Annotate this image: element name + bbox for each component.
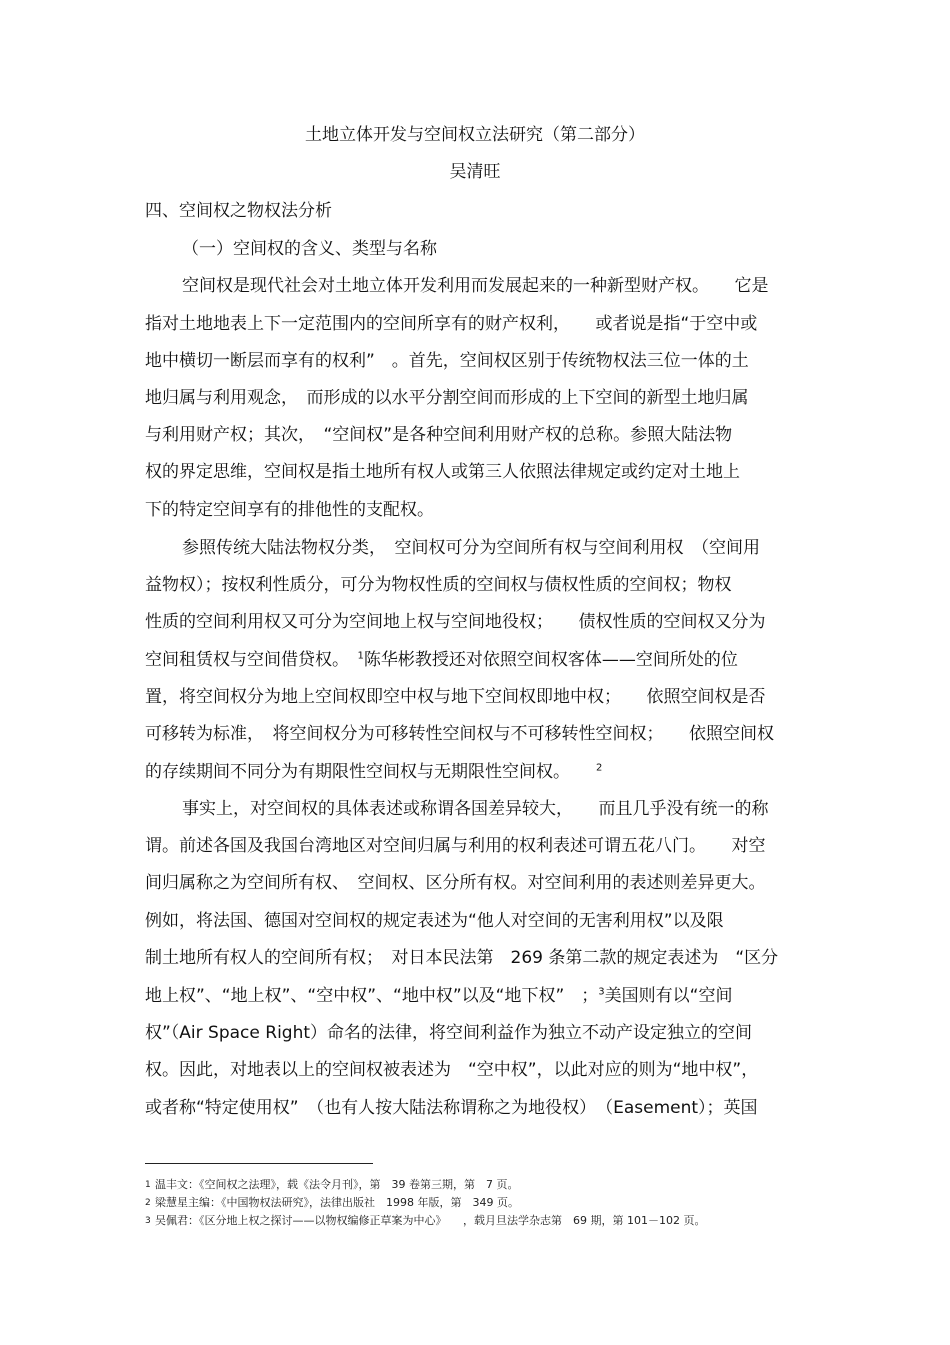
paragraph-text: 地上权”、“地上权”、“空中权”、“地中权”以及“地下权” ； — [145, 986, 599, 1006]
paragraph-line: 地归属与利用观念， 而形成的以水平分割空间而形成的上下空间的新型土地归属 — [145, 388, 749, 408]
paragraph-line: 与利用财产权；其次， “空间权”是各种空间利用财产权的总称。参照大陆法物 — [145, 425, 733, 445]
paragraph-line — [145, 649, 810, 671]
paragraph-line: 权的界定思维，空间权是指土地所有权人或第三人依照法律规定或约定对土地上 — [145, 462, 740, 482]
footnote-ref-1[interactable]: 1 — [357, 650, 364, 662]
paragraph-line: 权。因此，对地表以上的空间权被表述为 “空中权”，以此对应的则为“地中权”， — [145, 1060, 759, 1080]
paragraph-line — [145, 985, 810, 1007]
paragraph-line: 空间权是现代社会对土地立体开发利用而发展起来的一种新型财产权。 它是 — [182, 276, 769, 296]
subsection-heading: （一）空间权的含义、类型与名称 — [182, 239, 437, 259]
footnote — [145, 1214, 815, 1228]
paragraph-line: 益物权）；按权利性质分，可分为物权性质的空间权与债权性质的空间权；物权 — [145, 575, 732, 595]
paragraph-line: 间归属称之为空间所有权、 空间权、区分所有权。对空间利用的表述则差异更大。 — [145, 873, 766, 893]
paragraph-text: 的存续期间不同分为有期限性空间权与无期限性空间权。 — [145, 762, 570, 782]
footnote-ref-3[interactable]: 3 — [598, 986, 605, 998]
paragraph-line: 例如，将法国、德国对空间权的规定表述为“他人对空间的无害利用权”以及限 — [145, 911, 724, 931]
paragraph-line: 置，将空间权分为地上空间权即空中权与地下空间权即地中权； 依照空间权是否 — [145, 687, 766, 707]
footnote-text: 梁慧星主编：《中国物权法研究》，法律出版社 1998 年版，第 349 页。 — [155, 1196, 519, 1209]
author-name: 吴清旺 — [449, 162, 501, 182]
paragraph-line: 可移转为标准， 将空间权分为可移转性空间权与不可移转性空间权； 依照空间权 — [145, 724, 774, 744]
paragraph-line: 或者称“特定使用权” （也有人按大陆法称谓称之为地役权） （Easement）；英国 — [145, 1098, 758, 1118]
paragraph-line: 下的特定空间享有的排他性的支配权。 — [145, 500, 434, 520]
paragraph-line — [145, 761, 810, 783]
paragraph-line: 地中横切一断层而享有的权利” 。首先，空间权区别于传统物权法三位一体的土 — [145, 351, 749, 371]
footnote-separator — [145, 1163, 373, 1164]
paragraph-line: 参照传统大陆法物权分类， 空间权可分为空间所有权与空间利用权 （空间用 — [182, 538, 760, 558]
paragraph-line: 制土地所有权人的空间所有权； 对日本民法第 269 条第二款的规定表述为 “区分 — [145, 948, 779, 968]
footnote-text: 温丰文：《空间权之法理》，载《法令月刊》，第 39 卷第三期，第 7 页。 — [155, 1178, 519, 1191]
footnote-text: 吴佩君：《区分地上权之探讨——以物权编修正草案为中心》 ，载月旦法学杂志第 69 期，第 101－102 页。 — [155, 1214, 706, 1227]
footnote-number: 1 — [145, 1180, 151, 1190]
paragraph-line: 指对土地地表上下一定范围内的空间所享有的财产权利， 或者说是指“于空中或 — [145, 314, 758, 334]
footnote — [145, 1178, 815, 1192]
paragraph-line: 事实上，对空间权的具体表述或称谓各国差异较大， 而且几乎没有统一的称 — [182, 799, 769, 819]
footnote-ref-2[interactable]: 2 — [596, 762, 603, 774]
footnote-number: 3 — [145, 1216, 151, 1226]
paragraph-text: 美国则有以“空间 — [604, 986, 733, 1006]
paragraph-line: 权”（Air Space Right）命名的法律，将空间利益作为独立不动产设定独立的空间 — [145, 1023, 753, 1043]
paragraph-text: 空间租赁权与空间借贷权。 — [145, 650, 358, 670]
footnote-number: 2 — [145, 1198, 151, 1208]
paragraph-line: 谓。前述各国及我国台湾地区对空间归属与利用的权利表述可谓五花八门。 对空 — [145, 836, 766, 856]
section-heading: 四、空间权之物权法分析 — [145, 201, 332, 221]
document-title: 土地立体开发与空间权立法研究（第二部分） — [305, 125, 645, 145]
paragraph-line: 性质的空间利用权又可分为空间地上权与空间地役权； 债权性质的空间权又分为 — [145, 612, 766, 632]
paragraph-text: 陈华彬教授还对依照空间权客体——空间所处的位 — [363, 650, 738, 670]
footnote — [145, 1196, 815, 1210]
